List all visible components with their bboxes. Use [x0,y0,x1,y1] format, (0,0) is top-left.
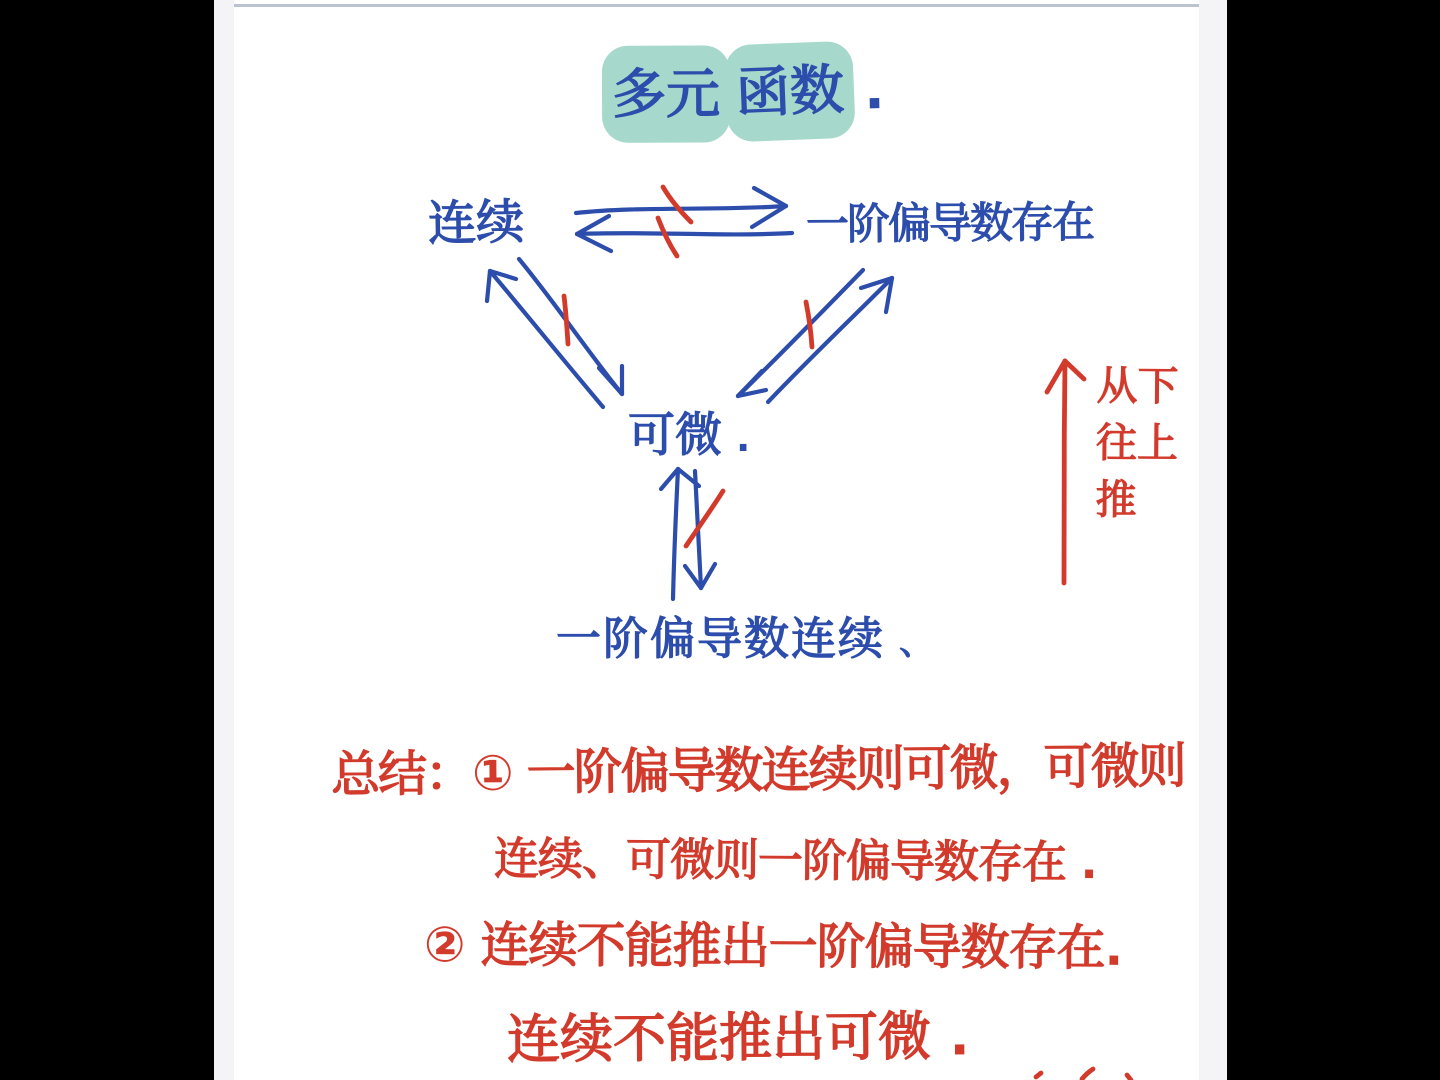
node-differentiable-period: . [736,416,751,460]
page-top-border [234,4,1199,7]
page-title [601,41,885,144]
side-note-line: 推 [1095,475,1137,524]
node-differentiable [628,398,750,465]
side-note [1095,358,1178,530]
node-differentiable-label: 可微 [628,408,722,463]
node-partials-continuous-label: 一阶偏导数连续 [556,612,886,665]
title-highlight-2: 函数 [724,41,856,143]
page-margin-left [214,0,234,1080]
letterbox-right [1227,0,1440,1080]
summary-line-4: 连续不能推出可微 . [506,1006,970,1071]
title-period: . [863,58,886,122]
summary-line-2: 连续、可微则一阶偏导数存在 . [493,831,1097,890]
summary-line-1: 总结：① 一阶偏导数连续则可微，可微则 [330,737,1185,804]
node-continuous [427,183,524,254]
letterbox-left [0,0,214,1080]
side-note-line: 从下 [1096,361,1179,411]
node-partials-exist [806,189,1094,253]
page-margin-right [1199,0,1227,1080]
node-partials-continuous-mark: 、 [899,622,938,663]
node-continuous-label: 连续 [427,194,525,252]
node-partials-exist-label: 一阶偏导数存在 [805,197,1094,251]
summary-line-3: ② 连续不能推出一阶偏导数存在. [423,916,1123,977]
node-partials-continuous [556,602,937,667]
title-highlight-1: 多元 [602,45,730,142]
side-note-line: 往上 [1095,418,1179,468]
